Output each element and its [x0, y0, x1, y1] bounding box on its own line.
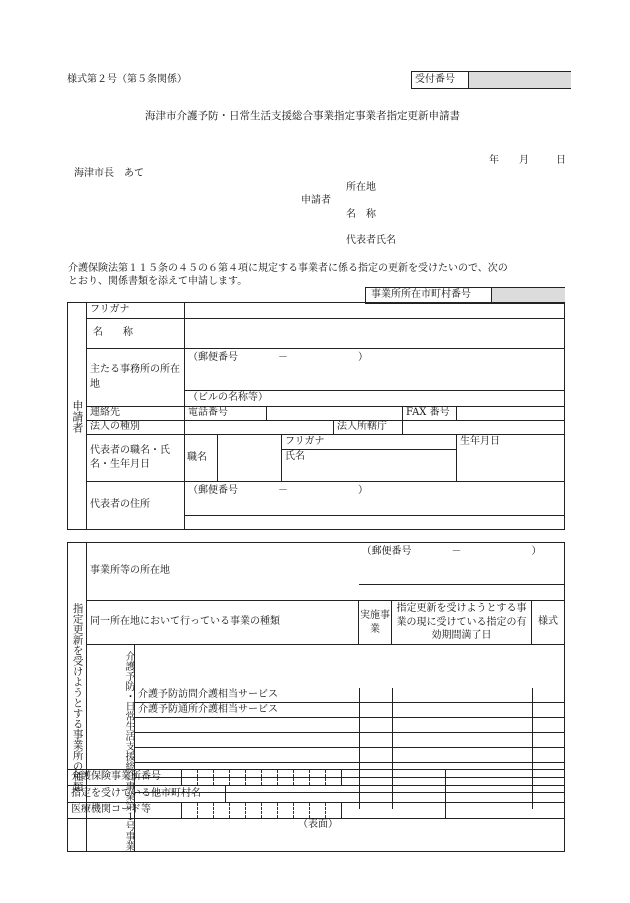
rep-furigana-label: フリガナ [282, 435, 457, 450]
furigana-field[interactable] [185, 303, 565, 319]
other-muni-row [68, 786, 446, 803]
style-label: 様式 [532, 601, 565, 645]
services-grid [135, 645, 565, 852]
statement-line-2: とおり、関係書類を添えて申請します。 [68, 276, 248, 287]
page-side-label: （表面） [298, 819, 338, 830]
digit-box[interactable] [262, 770, 278, 785]
service-row-style[interactable] [532, 718, 565, 733]
digit-box[interactable] [278, 803, 294, 818]
digit-box[interactable] [326, 770, 342, 785]
other-muni-extra[interactable] [446, 786, 565, 803]
furigana-label: フリガナ [87, 303, 185, 319]
footer-table [67, 769, 565, 819]
digit-box[interactable] [310, 803, 326, 818]
business-side-text: 指定更新を受けようとする事業所の種類 [71, 602, 84, 792]
medical-digit-boxes [182, 803, 445, 818]
digit-box[interactable] [198, 770, 214, 785]
rep-title-field[interactable] [218, 435, 282, 482]
same-location-label: 同一所在地において行っている事業の種類 [87, 601, 359, 645]
business-location-postal-text: （郵便番号 － ） [361, 546, 542, 557]
tel-field[interactable] [267, 407, 403, 421]
business-location-label: 事業所等の所在地 [87, 543, 359, 601]
service-row-period[interactable] [392, 748, 532, 763]
corp-authority-label: 法人所轄庁 [334, 421, 403, 435]
service-row-style[interactable] [532, 733, 565, 748]
main-office-postal[interactable] [185, 349, 565, 391]
digit-box[interactable] [326, 803, 342, 818]
receipt-number-field[interactable] [468, 72, 571, 88]
form-title: 海津市介護予防・日常生活支援総合事業指定事業者指定更新申請書 [145, 110, 460, 122]
main-office-label: 主たる事務所の所在地 [87, 349, 185, 407]
digit-box[interactable] [246, 803, 262, 818]
form-number: 様式第２号（第５条関係） [67, 74, 187, 85]
digit-box[interactable] [278, 770, 294, 785]
receipt-number-label: 受付番号 [415, 74, 455, 85]
other-muni-label: 指定を受けている他市町村名 [68, 786, 226, 802]
service-row-impl[interactable] [359, 718, 392, 733]
other-muni-field[interactable] [226, 786, 445, 802]
date-year: 年 [489, 155, 499, 166]
service-row[interactable] [135, 718, 359, 733]
corp-authority-field[interactable] [403, 421, 565, 435]
digit-box[interactable] [246, 770, 262, 785]
service-row[interactable] [135, 748, 359, 763]
rep-birth-label: 生年月日 [457, 435, 565, 482]
fax-label: FAX 番号 [403, 407, 457, 421]
service-2-label: 介護予防通所介護相当サービス [135, 703, 359, 718]
rep-info-label: 代表者の職名・氏名・生年月日 [87, 435, 185, 482]
corp-type-label: 法人の種別 [87, 421, 185, 435]
digit-box[interactable] [294, 803, 310, 818]
rep-address-postal-text: （郵便番号 － ） [188, 485, 368, 496]
rep-name-label: 氏名 [282, 450, 457, 482]
receipt-number-box [411, 71, 571, 89]
statement-line-1: 介護保険法第１１５条の４５の６第４項に規定する事業者に係る指定の更新を受けたいので、次の [68, 263, 508, 274]
digit-box[interactable] [214, 803, 230, 818]
medical-code-label: 医療機関コード等 [68, 803, 182, 819]
date-month: 月 [519, 155, 529, 166]
business-name-label: 名 称 [87, 319, 185, 349]
rep-address-postal[interactable] [185, 482, 565, 516]
service-1-label: 介護予防訪問介護相当サービス [135, 688, 359, 703]
ltc-number-field[interactable] [182, 770, 446, 786]
digit-box[interactable] [262, 803, 278, 818]
service-group-label [87, 645, 135, 852]
service-2-period[interactable] [392, 703, 532, 718]
digit-box[interactable] [214, 770, 230, 785]
service-1-period[interactable] [392, 688, 532, 703]
business-name-field[interactable] [185, 319, 565, 349]
representative-name-label: 代表者氏名 [346, 235, 396, 246]
applicant-table [67, 302, 565, 530]
digit-box[interactable] [230, 770, 246, 785]
main-office-building-text: （ビルの名称等） [188, 392, 268, 404]
service-row-style[interactable] [532, 748, 565, 763]
digit-box[interactable] [294, 770, 310, 785]
date-day: 日 [556, 155, 566, 166]
other-muni-wrap [68, 786, 445, 802]
corp-type-field[interactable] [185, 421, 334, 435]
ltc-number-label: 介護保険事業所番号 [68, 770, 182, 786]
service-group-text: 介護予防・日常生活支援総合事業第１号事業 [123, 651, 134, 851]
service-row-period[interactable] [392, 718, 532, 733]
contact-label: 連絡先 [87, 407, 185, 421]
rep-address-field[interactable] [185, 516, 565, 530]
service-row-impl[interactable] [359, 733, 392, 748]
applicant-label: 申請者 [301, 195, 331, 206]
rep-address-label: 代表者の住所 [87, 482, 185, 530]
ltc-digit-boxes [182, 770, 445, 785]
tel-label: 電話番号 [185, 407, 267, 421]
fax-field[interactable] [457, 407, 565, 421]
business-location-postal[interactable] [359, 543, 565, 585]
digit-box[interactable] [310, 770, 326, 785]
digit-box[interactable] [198, 803, 214, 818]
service-row[interactable] [135, 733, 359, 748]
addressee: 海津市長 あて [74, 168, 144, 179]
municipality-code-field[interactable] [491, 288, 565, 303]
applicant-side-label: 申請者 [68, 303, 87, 530]
service-2-style[interactable] [532, 703, 565, 718]
service-1-style[interactable] [532, 688, 565, 703]
rep-title-label: 職名 [185, 435, 218, 482]
main-office-postal-text: （郵便番号 － ） [188, 352, 368, 363]
implemented-label: 実施事業 [359, 601, 392, 645]
digit-box[interactable] [182, 770, 198, 785]
ltc-extra-field[interactable] [446, 770, 565, 786]
municipality-code-label: 事業所所在市町村番号 [371, 289, 471, 300]
period-label: 指定更新を受けようとする事業の現に受けている指定の有効期間満了日 [392, 601, 532, 645]
service-2-impl[interactable] [359, 703, 392, 718]
service-row-impl[interactable] [359, 748, 392, 763]
applicant-address-label: 所在地 [346, 182, 376, 193]
service-row-period[interactable] [392, 733, 532, 748]
service-1-impl[interactable] [359, 688, 392, 703]
main-office-building[interactable] [185, 391, 565, 407]
medical-code-field[interactable] [182, 803, 446, 819]
applicant-name-label: 名 称 [346, 209, 376, 220]
medical-extra-field[interactable] [446, 803, 565, 819]
digit-box[interactable] [230, 803, 246, 818]
digit-box[interactable] [182, 803, 198, 818]
business-location-field[interactable] [359, 585, 565, 601]
